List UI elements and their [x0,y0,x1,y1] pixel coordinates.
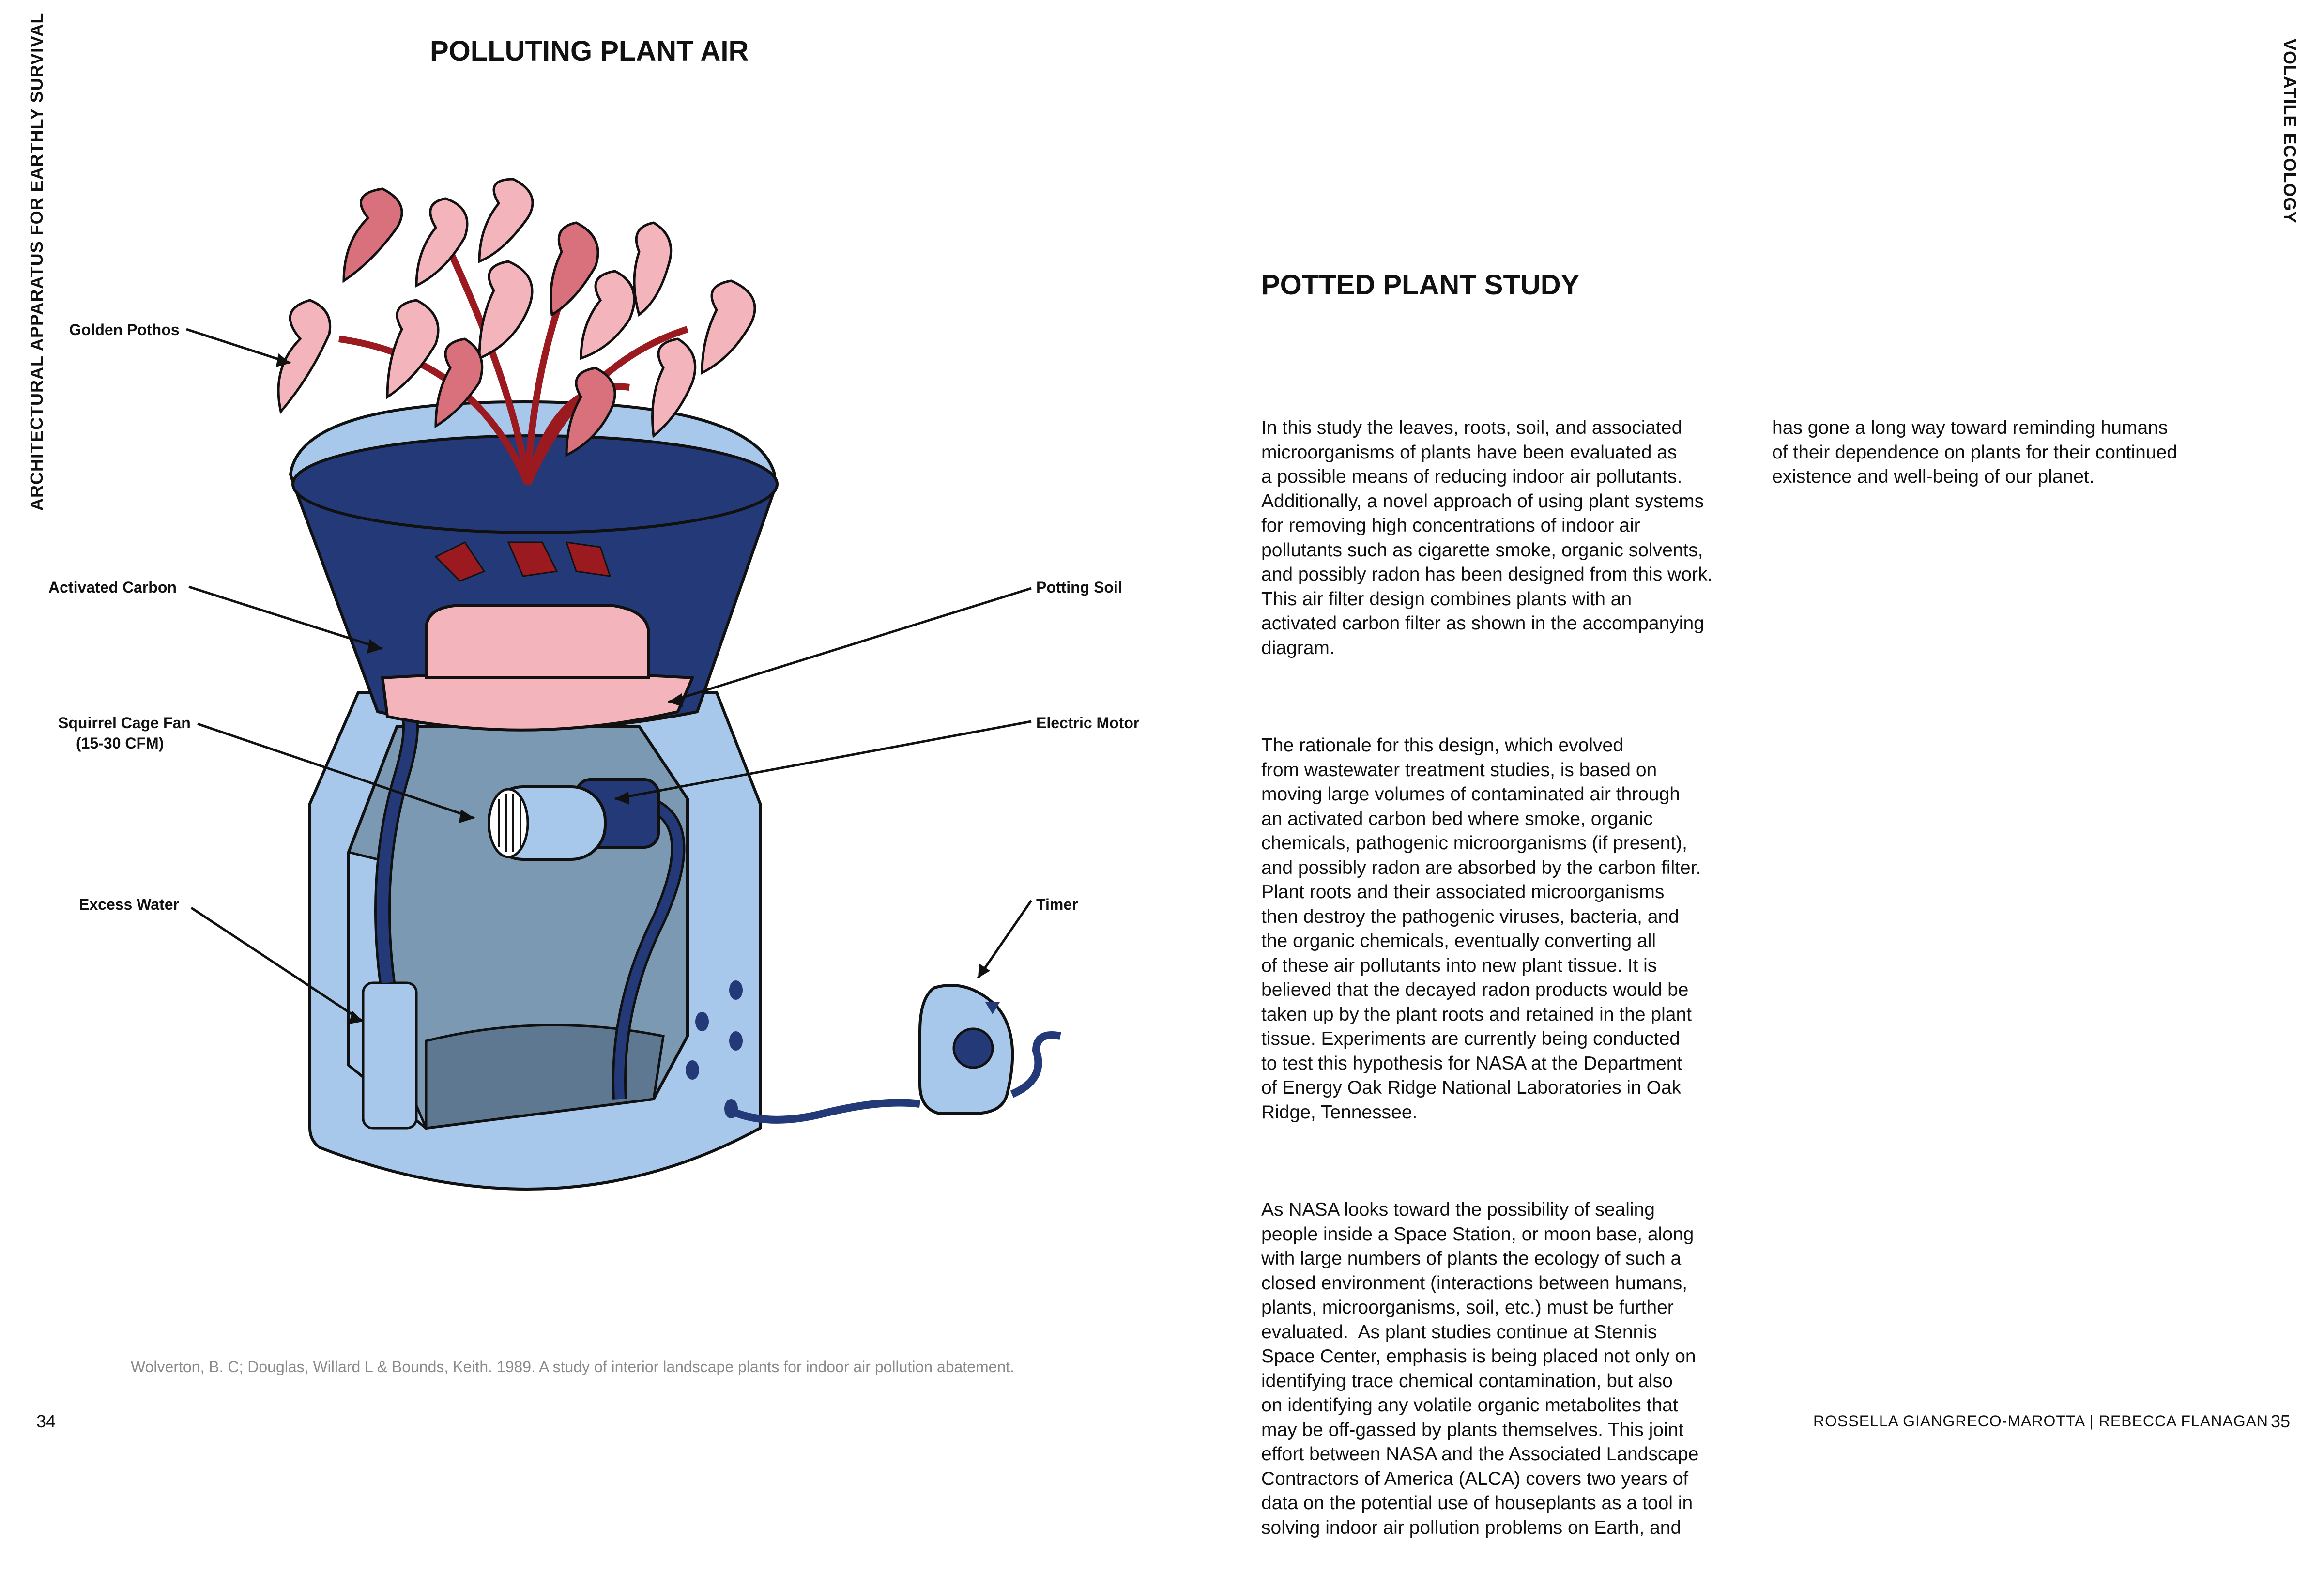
page-title-right: POTTED PLANT STUDY [1261,269,1580,301]
paragraph-1: In this study the leaves, roots, soil, and associated microorganisms of plants have been evaluated as a possible means of reducing indoor air pollutants. Additionally, a novel approach of using plant systems for removing high concentrations of indoor air pollutants such as cigarette smoke, organic solvents, and possibly radon has been designed from this work. This air filter design combines plants with an activated carbon filter as shown in the accompanying diagram. [1261,417,1713,658]
label-timer: Timer [1036,896,1078,913]
label-activated-carbon: Activated Carbon [48,579,177,596]
body-column-1 [1261,367,1750,1589]
authors-footer: ROSSELLA GIANGRECO-MAROTTA | REBECCA FLANAGAN [1813,1412,2269,1430]
page-title-left: POLLUTING PLANT AIR [430,35,749,67]
paragraph-3: As NASA looks toward the possibility of sealing people inside a Space Station, or moon base, along with large numbers of plants the ecology of such a closed environment (interactions between humans, plants, microorganisms, soil, etc.) must be further evaluated. As plant studies continue at Stennis Space Center, emphasis is being placed not only on identifying trace chemical contamination, but also on identifying any volatile organic metabolites that may be off-gassed by plants themselves. This joint effort between NASA and the Associated Landscape Contractors of America (ALCA) covers two years of data on the potential use of houseplants as a tool in solving indoor air pollution problems on Earth, and [1261,1199,1699,1538]
side-title-left: ARCHITECTURAL APPARATUS FOR EARTHLY SURVIVAL [27,12,46,511]
label-squirrel-cage-fan: Squirrel Cage Fan [58,714,191,732]
paragraph-4: has gone a long way toward reminding humans of their dependence on plants for their continued existence and well-being of our planet. [1772,417,2177,487]
page-number-left: 34 [36,1411,56,1431]
page-number-right: 35 [2271,1411,2291,1431]
label-electric-motor: Electric Motor [1036,714,1140,732]
label-squirrel-cage-fan-cfm: (15-30 CFM) [76,734,164,752]
label-potting-soil: Potting Soil [1036,579,1122,596]
label-excess-water: Excess Water [79,896,179,913]
body-column-2 [1772,367,2261,538]
side-title-right: VOLATILE ECOLOGY [2280,39,2300,224]
label-golden-pothos: Golden Pothos [69,321,180,338]
paragraph-2: The rationale for this design, which evolved from wastewater treatment studies, is based on moving large volumes of contaminated air through an activated carbon bed where smoke, organic chemicals, pathogenic microorganisms (if present), and possibly radon are absorbed by the carbon filter. Plant roots and their associated microorganisms then destroy the pathogenic viruses, bacteria, and the organic chemicals, eventually converting all of these air pollutants into new plant tissue. It is believed that the decayed radon products would be taken up by the plant roots and retained in the plant tissue. Experiments are currently being conducted to test this hypothesis for NASA at the Department of Energy Oak Ridge National Laboratories in Oak Ridge, Tennessee. [1261,735,1701,1123]
figure-caption: Wolverton, B. C; Douglas, Willard L & Bounds, Keith. 1989. A study of interior landscape plants for indoor air pollution abatement. [131,1358,1015,1375]
excess-water-bottle [363,983,416,1128]
